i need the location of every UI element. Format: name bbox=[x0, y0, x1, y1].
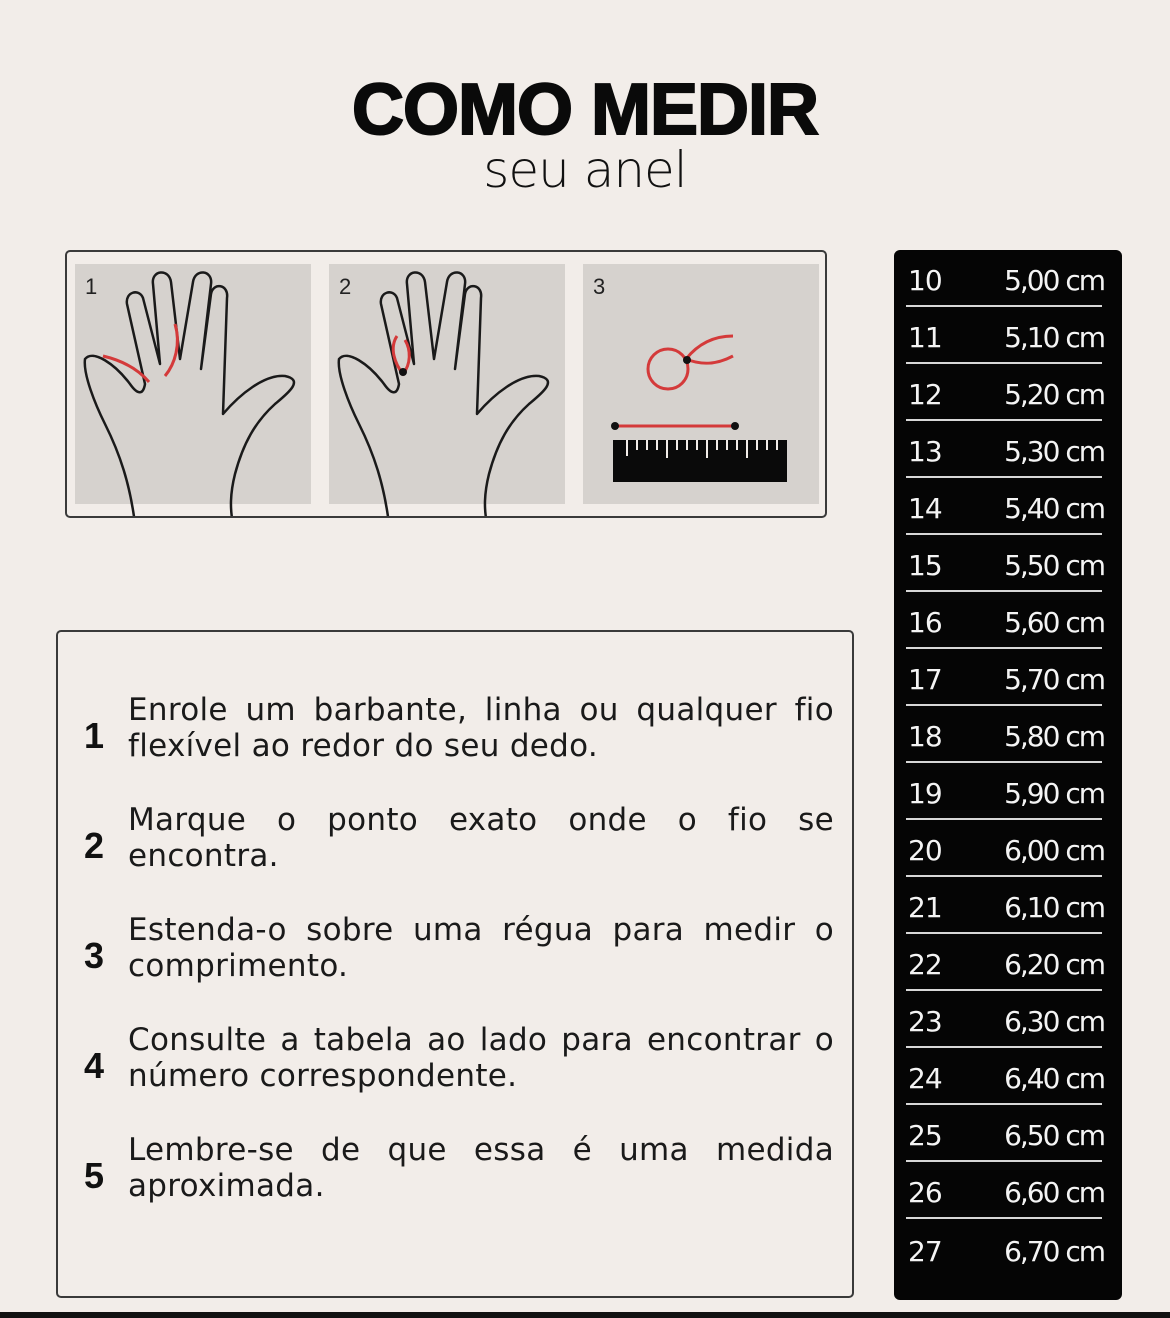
step-number: 1 bbox=[84, 715, 105, 756]
size-row bbox=[906, 706, 1102, 763]
size-row bbox=[906, 478, 1102, 535]
size-number: 16 bbox=[908, 606, 942, 639]
size-row bbox=[906, 592, 1102, 649]
step-text: Enrole um barbante, linha ou qualquer fio flexível ao redor do seu dedo. bbox=[128, 692, 834, 764]
step-text: Marque o ponto exato onde o fio se encontra. bbox=[128, 802, 834, 874]
size-number: 25 bbox=[908, 1119, 942, 1152]
size-number: 11 bbox=[908, 321, 942, 354]
step-number: 3 bbox=[84, 935, 105, 976]
size-number: 18 bbox=[908, 720, 942, 753]
page-subtitle: seu anel bbox=[483, 141, 687, 199]
size-cm: 5,10 cm bbox=[1004, 321, 1104, 354]
size-cm: 5,60 cm bbox=[1004, 606, 1104, 639]
size-row bbox=[906, 250, 1102, 307]
size-row bbox=[906, 535, 1102, 592]
size-row bbox=[906, 934, 1102, 991]
size-number: 13 bbox=[908, 435, 942, 468]
illustration-number: 2 bbox=[339, 274, 352, 299]
size-number: 10 bbox=[908, 264, 942, 297]
size-cm: 5,20 cm bbox=[1004, 378, 1104, 411]
size-cm: 5,90 cm bbox=[1004, 777, 1104, 810]
size-number: 27 bbox=[908, 1235, 942, 1268]
size-cm: 6,50 cm bbox=[1004, 1119, 1104, 1152]
size-number: 26 bbox=[908, 1176, 942, 1209]
size-row bbox=[906, 991, 1102, 1048]
size-row bbox=[906, 364, 1102, 421]
size-row bbox=[906, 763, 1102, 820]
size-cm: 5,80 cm bbox=[1004, 720, 1104, 753]
size-row bbox=[906, 1048, 1102, 1105]
size-row bbox=[906, 421, 1102, 478]
size-row bbox=[906, 877, 1102, 934]
size-cm: 5,50 cm bbox=[1004, 549, 1104, 582]
size-row bbox=[906, 1162, 1102, 1219]
size-row bbox=[906, 1219, 1102, 1276]
step-text: Estenda-o sobre uma régua para medir o comprimento. bbox=[128, 912, 834, 984]
size-cm: 6,70 cm bbox=[1004, 1235, 1104, 1268]
size-row bbox=[906, 820, 1102, 877]
step-number: 4 bbox=[84, 1045, 105, 1086]
size-number: 19 bbox=[908, 777, 942, 810]
size-number: 20 bbox=[908, 834, 942, 867]
size-cm: 5,70 cm bbox=[1004, 663, 1104, 696]
illustration-panel bbox=[65, 250, 827, 518]
size-cm: 6,10 cm bbox=[1004, 891, 1104, 924]
size-row bbox=[906, 1105, 1102, 1162]
size-cm: 5,40 cm bbox=[1004, 492, 1104, 525]
size-cm: 5,30 cm bbox=[1004, 435, 1104, 468]
size-number: 17 bbox=[908, 663, 942, 696]
hand-mark-point-icon bbox=[329, 264, 565, 518]
size-number: 24 bbox=[908, 1062, 942, 1095]
hand-string-wrap-icon bbox=[75, 264, 311, 518]
size-cm: 6,20 cm bbox=[1004, 948, 1104, 981]
size-number: 23 bbox=[908, 1005, 942, 1038]
size-number: 22 bbox=[908, 948, 942, 981]
size-cm: 5,00 cm bbox=[1004, 264, 1104, 297]
size-number: 21 bbox=[908, 891, 942, 924]
size-number: 12 bbox=[908, 378, 942, 411]
step-number: 2 bbox=[84, 825, 105, 866]
bottom-border bbox=[0, 1312, 1170, 1318]
page-title: COMO MEDIR bbox=[352, 70, 818, 150]
instructions-box bbox=[56, 630, 854, 1298]
size-cm: 6,00 cm bbox=[1004, 834, 1104, 867]
ring-size-table bbox=[894, 250, 1122, 1300]
size-cm: 6,60 cm bbox=[1004, 1176, 1104, 1209]
step-text: Consulte a tabela ao lado para encontrar o número correspondente. bbox=[128, 1022, 834, 1094]
size-number: 15 bbox=[908, 549, 942, 582]
illustration-step-3 bbox=[583, 264, 819, 504]
illustration-step-1 bbox=[75, 264, 311, 504]
size-row bbox=[906, 307, 1102, 364]
illustration-number: 3 bbox=[593, 274, 606, 299]
size-cm: 6,30 cm bbox=[1004, 1005, 1104, 1038]
step-text: Lembre-se de que essa é uma medida aproximada. bbox=[128, 1132, 834, 1204]
illustration-number: 1 bbox=[85, 274, 98, 299]
size-row bbox=[906, 649, 1102, 706]
size-number: 14 bbox=[908, 492, 942, 525]
size-cm: 6,40 cm bbox=[1004, 1062, 1104, 1095]
illustration-step-2 bbox=[329, 264, 565, 504]
step-number: 5 bbox=[84, 1155, 105, 1196]
string-ruler-icon bbox=[583, 264, 819, 504]
